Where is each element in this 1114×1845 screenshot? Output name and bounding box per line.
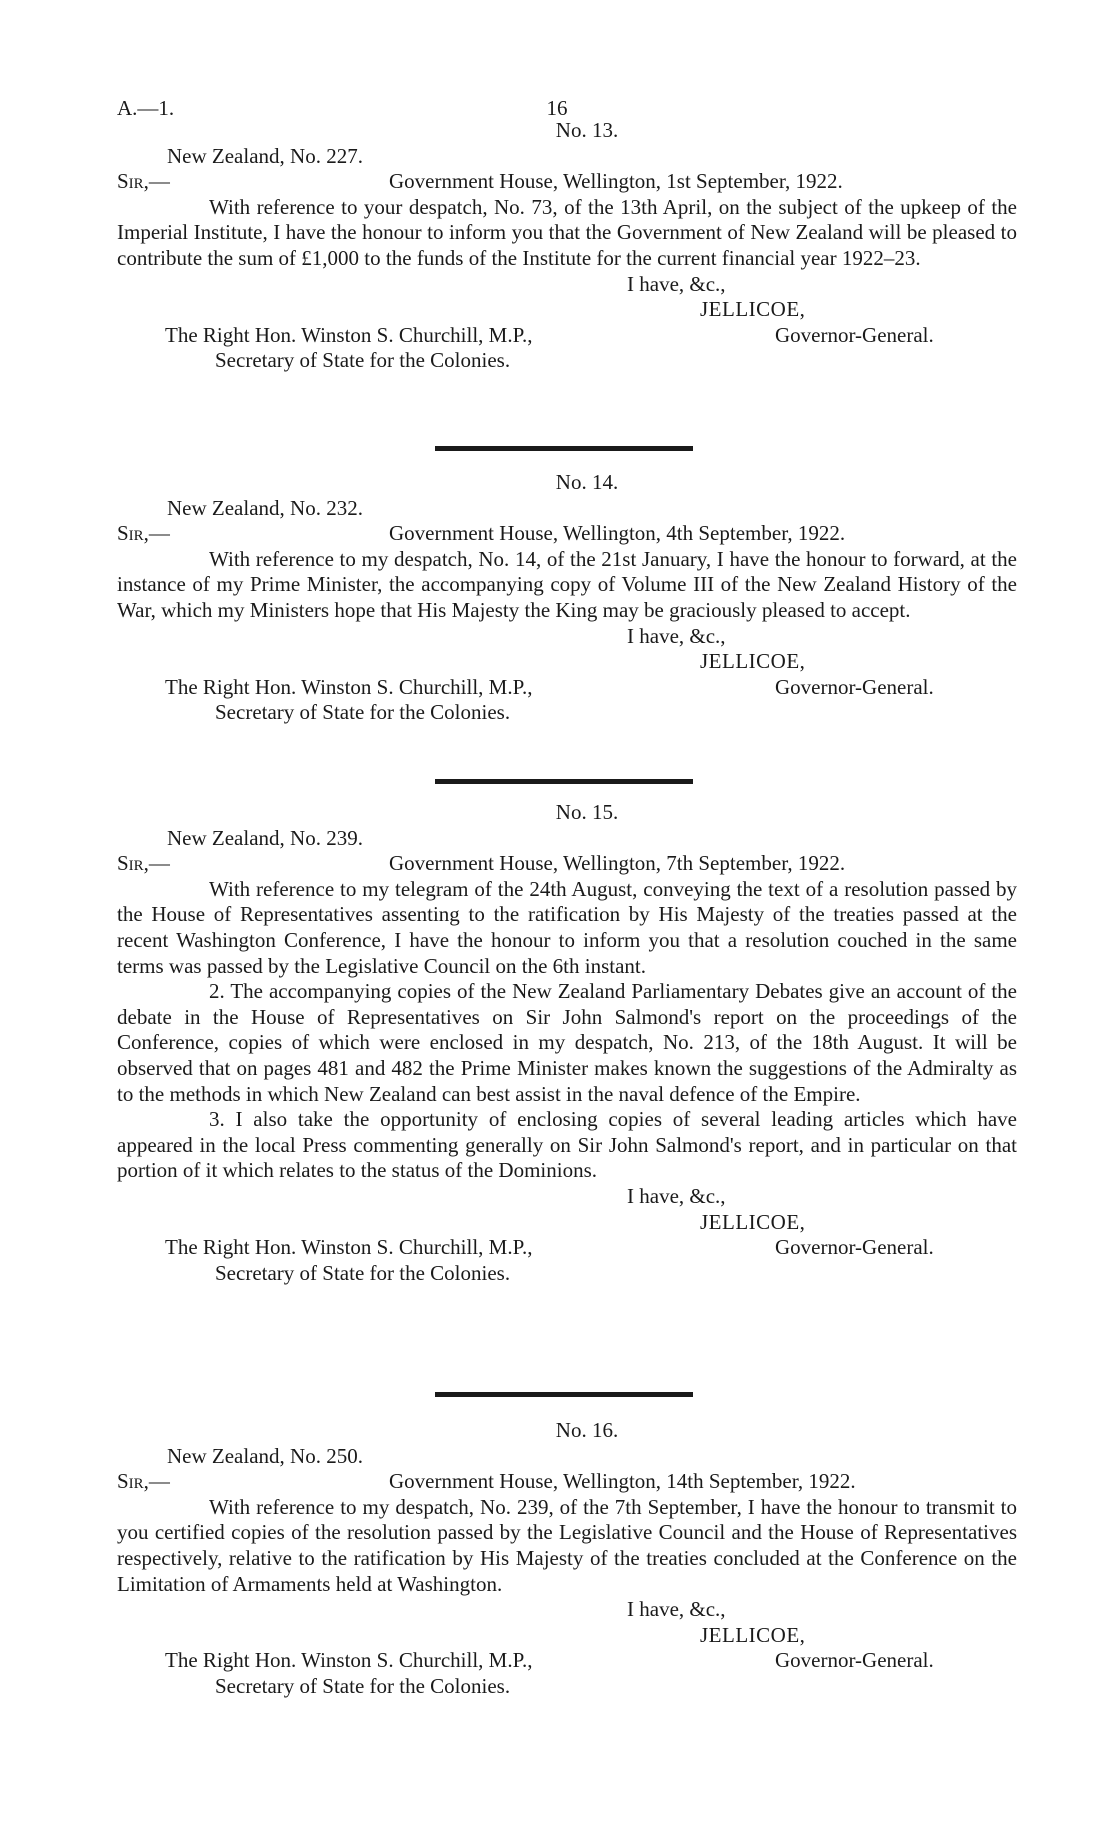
addressee-office: Secretary of State for the Colonies. <box>215 700 511 725</box>
addressee: The Right Hon. Winston S. Churchill, M.P., <box>165 674 533 699</box>
closing-phrase: I have, &c., <box>627 1597 726 1622</box>
despatch-14 <box>117 470 1017 726</box>
address-block <box>117 1648 1017 1699</box>
addressee-office: Secretary of State for the Colonies. <box>215 1260 511 1285</box>
address-block <box>117 1235 1017 1286</box>
address-block <box>117 675 1017 726</box>
signatory-title: Governor-General. <box>775 1648 934 1673</box>
paragraph: 2. The accompanying copies of the New Zealand Parliamentary Debates give an account of the debate in the House of Representatives on Sir John Salmond's report on the proceedings of the Conference, copies of which were enclosed in my despatch, No. 213, of the 18th August. It will be observed that on pages 481 and 482 the Prime Minister makes known the suggestions of the Admiralty as to the methods in which New Zealand can best assist in the naval defence of the Empire. <box>117 979 1017 1106</box>
section-divider <box>435 1392 693 1397</box>
paragraph: With reference to your despatch, No. 73, of the 13th April, on the subject of the upkeep of the Imperial Institute, I have the honour to inform you that the Government of New Zealand will be pleased to contribute the sum of £1,000 to the funds of the Institute for the current financial year 1922–23. <box>117 194 1017 270</box>
despatch-number: No. 15. <box>555 800 619 824</box>
despatch-reference: New Zealand, No. 239. <box>167 825 363 850</box>
signatory-title: Governor-General. <box>775 674 934 699</box>
closing-block <box>117 1184 1017 1235</box>
place-date: Government House, Wellington, 14th September, 1922. <box>389 1469 856 1494</box>
despatch-reference: New Zealand, No. 232. <box>167 495 363 520</box>
addressee: The Right Hon. Winston S. Churchill, M.P., <box>165 1648 533 1673</box>
despatch-number: No. 16. <box>555 1418 619 1442</box>
despatch-16 <box>117 1418 1017 1699</box>
despatch-13 <box>117 118 1017 374</box>
salutation: Sir,— <box>117 851 170 876</box>
section-divider <box>435 446 693 451</box>
signatory-title: Governor-General. <box>775 322 934 347</box>
signature: JELLICOE, <box>700 297 806 322</box>
paragraph: With reference to my despatch, No. 239, of the 7th September, I have the honour to transmit to you certified copies of the resolution passed by the Legislative Council and the House of Representatives respectively, relative to the ratification by His Majesty of the treaties concluded at the Conference on the Limitation of Armaments held at Washington. <box>117 1494 1017 1596</box>
paragraph: With reference to my telegram of the 24th August, conveying the text of a resolution passed by the House of Representatives assenting to the ratification by His Majesty of the treaties passed at the recent Washington Conference, I have the honour to inform you that a resolution couched in the same terms was passed by the Legislative Council on the 6th instant. <box>117 876 1017 978</box>
closing-block <box>117 624 1017 675</box>
series-label: A.—1. <box>117 96 175 120</box>
signature: JELLICOE, <box>700 1209 806 1234</box>
closing-phrase: I have, &c., <box>627 623 726 648</box>
closing-block <box>117 272 1017 323</box>
paragraph: 3. I also take the opportunity of enclosing copies of several leading articles which have appeared in the local Press commenting generally on Sir John Salmond's report, and in particular on that portion of it which relates to the status of the Dominions. <box>117 1107 1017 1183</box>
closing-phrase: I have, &c., <box>627 1183 726 1208</box>
place-date: Government House, Wellington, 4th September, 1922. <box>389 521 846 546</box>
paragraph: With reference to my despatch, No. 14, of the 21st January, I have the honour to forward, at the instance of my Prime Minister, the accompanying copy of Volume III of the New Zealand History of the War, which my Ministers hope that His Majesty the King may be graciously pleased to accept. <box>117 546 1017 622</box>
despatch-body <box>117 1495 1017 1597</box>
despatch-body <box>117 877 1017 1184</box>
addressee-office: Secretary of State for the Colonies. <box>215 1673 511 1698</box>
signatory-title: Governor-General. <box>775 1234 934 1259</box>
closing-block <box>117 1597 1017 1648</box>
salutation: Sir,— <box>117 1469 170 1494</box>
addressee: The Right Hon. Winston S. Churchill, M.P., <box>165 322 533 347</box>
despatch-number: No. 13. <box>555 118 619 142</box>
addressee: The Right Hon. Winston S. Churchill, M.P., <box>165 1234 533 1259</box>
despatch-number: No. 14. <box>555 470 619 494</box>
signature: JELLICOE, <box>700 649 806 674</box>
despatch-15 <box>117 800 1017 1286</box>
salutation: Sir,— <box>117 169 170 194</box>
address-block <box>117 323 1017 374</box>
signature: JELLICOE, <box>700 1622 806 1647</box>
section-divider <box>435 779 693 784</box>
despatch-reference: New Zealand, No. 227. <box>167 143 363 168</box>
salutation: Sir,— <box>117 521 170 546</box>
place-date: Government House, Wellington, 1st September, 1922. <box>389 169 843 194</box>
despatch-reference: New Zealand, No. 250. <box>167 1443 363 1468</box>
page-number: 16 <box>546 96 568 120</box>
place-date: Government House, Wellington, 7th September, 1922. <box>389 851 846 876</box>
despatch-body <box>117 547 1017 624</box>
despatch-body <box>117 195 1017 272</box>
addressee-office: Secretary of State for the Colonies. <box>215 348 511 373</box>
closing-phrase: I have, &c., <box>627 271 726 296</box>
